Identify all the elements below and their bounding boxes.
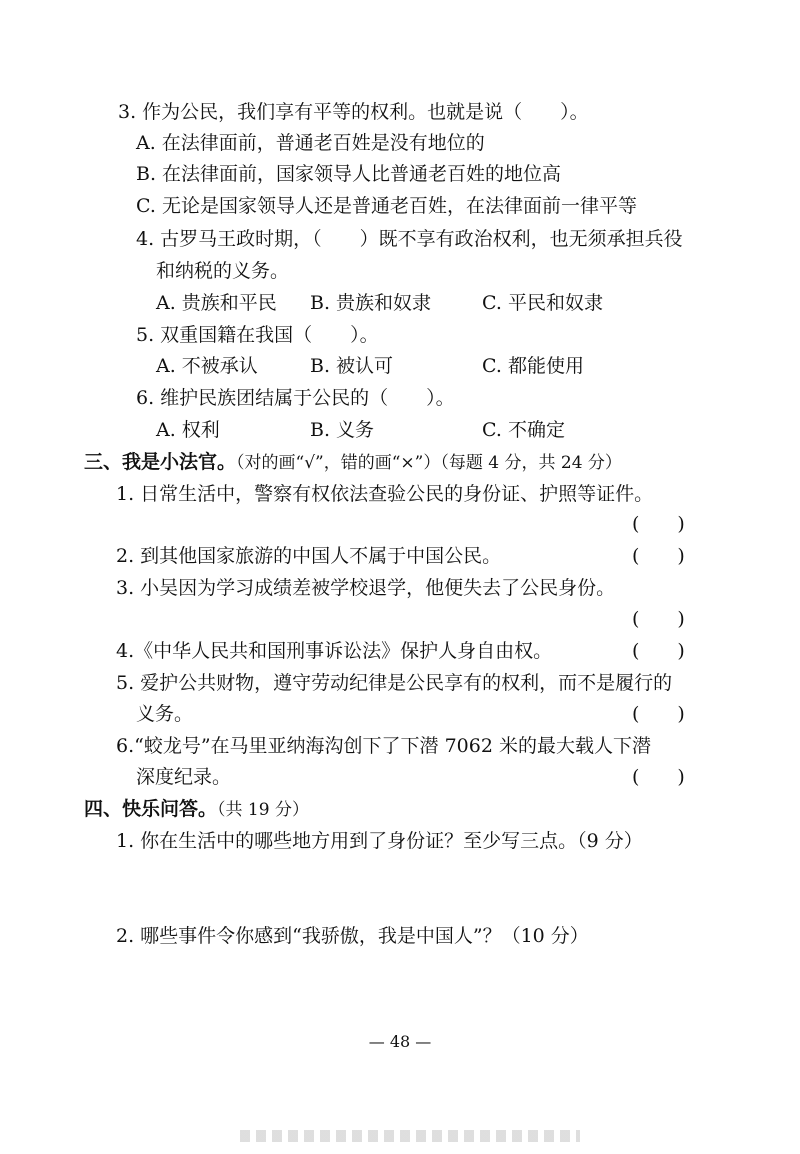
tf-answer-3[interactable]: ( ) — [632, 608, 685, 630]
q4-option-b: B. 贵族和奴隶 — [310, 292, 432, 314]
tf-item-1: 1. 日常生活中，警察有权依法查验公民的身份证、护照等证件。 — [116, 483, 654, 505]
tf-answer-2[interactable]: ( ) — [632, 545, 685, 567]
q3-option-a: A. 在法律面前，普通老百姓是没有地位的 — [136, 132, 485, 154]
tf-item-5-line2: 义务。 — [136, 703, 194, 725]
q6-option-a: A. 权利 — [156, 419, 220, 441]
tf-answer-4[interactable]: ( ) — [632, 640, 685, 662]
q5-option-b: B. 被认可 — [310, 355, 394, 377]
bleed-through-text — [240, 1130, 580, 1142]
q4-option-c: C. 平民和奴隶 — [482, 292, 603, 314]
q5-option-c: C. 都能使用 — [482, 355, 584, 377]
q3-stem: 3. 作为公民，我们享有平等的权利。也就是说（ ）。 — [118, 101, 589, 123]
q6-stem: 6. 维护民族团结属于公民的（ ）。 — [136, 387, 455, 409]
qa-question-1: 1. 你在生活中的哪些地方用到了身份证？至少写三点。（9 分） — [116, 830, 643, 852]
q3-option-c: C. 无论是国家领导人还是普通老百姓，在法律面前一律平等 — [136, 195, 637, 217]
section4-note: （共 19 分） — [217, 800, 309, 820]
section3-note: （对的画“√”，错的画“×”）（每题 4 分，共 24 分） — [236, 453, 622, 473]
q4-option-a: A. 贵族和平民 — [156, 292, 277, 314]
tf-item-2: 2. 到其他国家旅游的中国人不属于中国公民。 — [116, 545, 502, 567]
tf-item-4: 4.《中华人民共和国刑事诉讼法》保护人身自由权。 — [116, 640, 553, 662]
tf-answer-1[interactable]: ( ) — [632, 513, 685, 535]
tf-answer-6[interactable]: ( ) — [632, 766, 685, 788]
page-number: — 48 — — [368, 1032, 432, 1051]
section4-title: 四、快乐问答。 — [84, 798, 218, 820]
tf-answer-5[interactable]: ( ) — [632, 703, 685, 725]
tf-item-6-line1: 6.“蛟龙号”在马里亚纳海沟创下了下潜 7062 米的最大载人下潜 — [116, 735, 651, 757]
q5-stem: 5. 双重国籍在我国（ ）。 — [136, 324, 379, 346]
tf-item-5-line1: 5. 爱护公共财物，遵守劳动纪律是公民享有的权利，而不是履行的 — [116, 672, 673, 694]
q5-option-a: A. 不被承认 — [156, 355, 258, 377]
q6-option-b: B. 义务 — [310, 419, 375, 441]
section4-heading — [84, 797, 309, 822]
qa-question-2: 2. 哪些事件令你感到“我骄傲，我是中国人”？（10 分） — [116, 925, 589, 947]
q4-stem-line2: 和纳税的义务。 — [156, 260, 290, 282]
section3-title: 三、我是小法官。 — [84, 451, 237, 473]
tf-item-3: 3. 小吴因为学习成绩差被学校退学，他便失去了公民身份。 — [116, 577, 616, 599]
q6-option-c: C. 不确定 — [482, 419, 565, 441]
q4-stem-line1: 4. 古罗马王政时期，（ ）既不享有政治权利，也无须承担兵役 — [136, 228, 683, 250]
q3-option-b: B. 在法律面前，国家领导人比普通老百姓的地位高 — [136, 163, 562, 185]
tf-item-6-line2: 深度纪录。 — [136, 766, 232, 788]
section3-heading — [84, 450, 622, 475]
